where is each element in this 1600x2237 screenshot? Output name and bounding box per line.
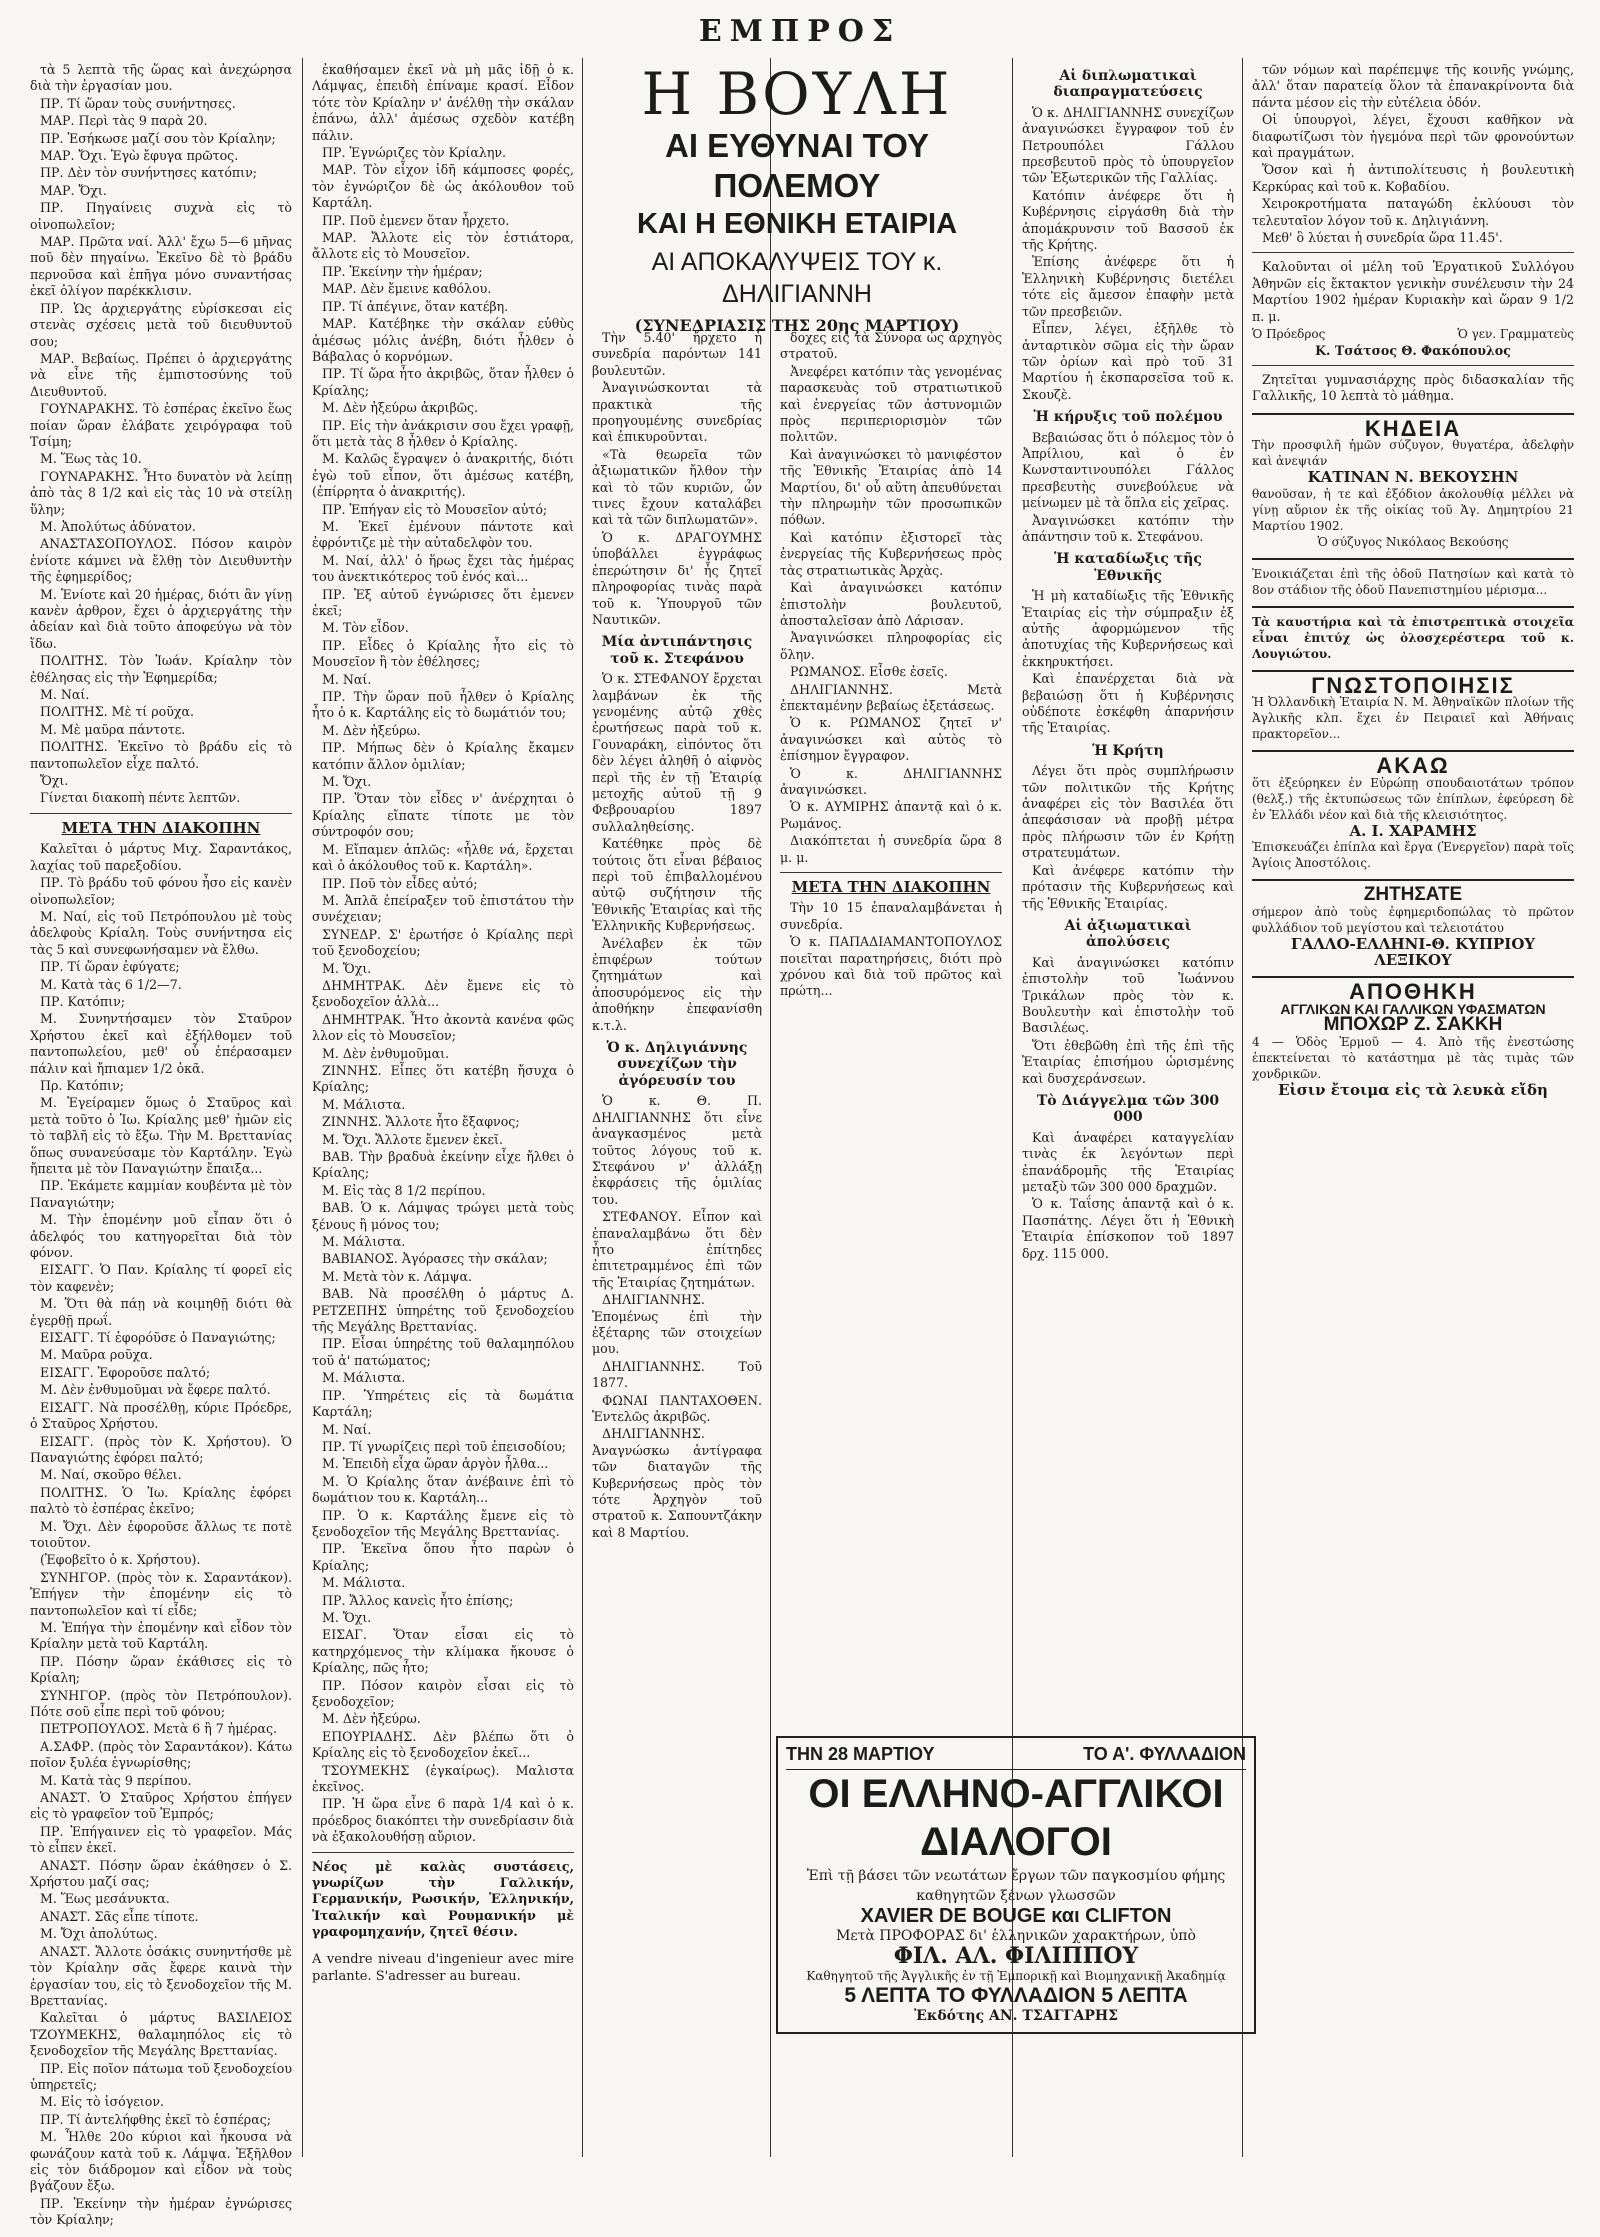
paragraph: ΠΡ. Ἐκείνην τὴν ἡμέραν;: [322, 263, 483, 279]
paragraph: ΠΡ. Εἶδες ὁ Κρίαλης ἦτο εἰς τὸ Μουσεῖον ἢ τὸν ἐθέλησες;: [312, 637, 574, 670]
funeral-text-2: θανοῦσαν, ἡ τε καὶ ἐξόδιον ἀκολουθίᾳ μέλλει νὰ γίνῃ αὔριον ἐκ τῆς οἰκίας τοῦ Ἁγ. Δημητρίου 21 Μαρτίου 1902.: [1252, 486, 1574, 533]
paragraph: ΔΗΜΗΤΡΑΚ. Δὲν ἔμενε εἰς τὸ ξενοδοχεῖον ἀλλὰ...: [312, 977, 574, 1010]
column-5-paragraphs-6: [1022, 1130, 1234, 1262]
paragraph: ἐκαθήσαμεν ἐκεῖ νὰ μὴ μᾶς ἰδῇ ὁ κ. Λάμψας, ἐπειδὴ ἐπίναμε κρασί. Εἶδον τότε τὸν Κρίαλην ν' ἀνέλθῃ τὴν σκάλαν ἐπάνω, ἀλλ' ἀμέσως σχεδὸν κατέβη πάλιν.: [312, 62, 574, 143]
paragraph: ΑΝΑΣΤ. Ὁ Σταῦρος Χρήστου ἐπήγεν εἰς τὸ γραφεῖον τοῦ Ἐμπρός;: [30, 1790, 292, 1822]
paragraph: ΕΠΟΥΡΙΑΔΗΣ. Δὲν βλέπω ὅτι ὁ Κρίαλης εἰς τὸ ξενοδοχεῖον ἐκεῖ...: [312, 1728, 574, 1761]
paragraph: τῶν νόμων καὶ παρέπεμψε τῆς κοινῆς γνώμης, ἀλλ' ὅταν παρατείᾳ ὅλον τὰ ἐπανακρίνοντα διὰ πάντα μέσον εἰς τὴν εὐτέλεια ὁδόν.: [1252, 62, 1574, 110]
paragraph: Ἡ μὴ καταδίωξις τῆς Ἐθνικῆς Ἑταιρίας εἰς τὴν σύμπραξιν ἐξ αὐτῆς ἀφορμώμενον τῆς ἀποτυχίας τῆς Κυβερνήσεως καὶ ἐκκηρυκτήσει.: [1022, 588, 1234, 669]
akao-notice: [1252, 750, 1574, 871]
masthead: ΕΜΠΡΟΣ: [698, 14, 902, 49]
announcement-notice: [1252, 670, 1574, 742]
paragraph: ΕΙΣΑΓΓ. Ἐφοροῦσε παλτό;: [40, 1364, 211, 1380]
paragraph: Καὶ ἀνέφερε κατόπιν τὴν πρότασιν τῆς Κυβερνήσεως καὶ τῆς Ἐθνικῆς Ἑταιρίας.: [1022, 862, 1234, 911]
column-5-paragraphs: [1022, 105, 1234, 403]
paragraph: ΜΑΡ. Τὸν εἶχον ἰδῆ κάμποσες φορές, τὸν ἐγνώριζον δὲ ὡς ἀκόλουθον τοῦ Καρτάλη.: [312, 162, 574, 211]
paragraph: Μ. Μαῦρα ροῦχα.: [40, 1347, 153, 1363]
paragraph: ΠΡ. Τὴν ὥραν ποῦ ἦλθεν ὁ Κρίαλης ἦτο ὁ κ. Καρτάλης εἰς τὸ δωμάτιόν του;: [312, 689, 574, 721]
paragraph: ΠΡ. Εἰς τὴν ἀνάκρισιν σου ἔχει γραφῇ, ὅτι μετὰ τὰς 8 ἦλθεν ὁ Κρίαλης.: [312, 417, 574, 449]
paragraph: ΜΑΡ. Δὲν ἔμεινε καθόλου.: [322, 281, 492, 297]
paragraph: Μ. Καλῶς ἔγραψεν ὁ ἀνακριτής, διότι ἐγὼ τοῦ εἶπον, ὅτι ἀμέσως κατέβη, (ἐπίρρητα ὁ ἀνακριτής).: [312, 451, 574, 500]
ad-authors: XAVIER DE BOUGE και CLIFTON: [860, 1905, 1172, 1927]
paragraph: Μ. Ἐκεῖ ἐμένουν πάντοτε καὶ ἐφρόντιζε μὲ τὴν αὐταδελφὸν του.: [312, 518, 574, 551]
akao-name: Α. Ι. ΧΑΡΑΜΗΣ: [1349, 821, 1477, 840]
paragraph: Μ. Ὄχι ἀπολύτως.: [40, 1926, 158, 1942]
paragraph: ΠΡ. Ἐπήγαινεν εἰς τὸ γραφεῖον. Μάς τὸ εἶπεν ἐκεῖ.: [30, 1823, 292, 1856]
subheading: Αἱ ἀξιωματικαὶ ἀπολύσεις: [1064, 917, 1192, 951]
akao-heading: ΑΚΑΩ: [1376, 753, 1450, 779]
paragraph: ΕΙΣΑΓΓ. Νὰ προσέλθῃ, κύριε Πρόεδρε, ὁ Σταῦρος Χρήστου.: [30, 1399, 292, 1432]
paragraph: ΑΝΑΣΤΑΣΟΠΟΥΛΟΣ. Πόσον καιρὸν ἐνίοτε κάμνει νὰ ἔλθῃ τὸν Διευθυντὴν τῆς ἐφημερίδος;: [30, 536, 292, 585]
section-heading: ΜΕΤΑ ΤΗΝ ΔΙΑΚΟΠΗΝ: [61, 818, 261, 837]
subheading: Μία ἀντιπάντησις τοῦ κ. Στεφάνου: [601, 634, 753, 667]
paragraph: ΔΗΛΙΓΙΑΝΝΗΣ. Ἐπομένως ἐπὶ τὴν ἐξέταρης τῶν στοιχείων μου.: [592, 1292, 762, 1357]
subheading: Τὸ Διάγγελμα τῶν 300 000: [1036, 1092, 1220, 1126]
paragraph: Καλεῖται ὁ μάρτυς ΒΑΣΙΛΕΙΟΣ ΤΖΟΥΜΕΚΗΣ, θαλαμηπόλος εἰς τὸ ξενοδοχεῖον τῆς Μεγάλης Βρεττανίας.: [30, 2010, 292, 2059]
paragraph: Καὶ ἀναγινώσκει κατόπιν ἐπιστολὴν τοῦ Ἱωάννου Τρικάλων πρὸς τὸν κ. Βουλευτὴν καὶ ἐπιστολὴν τοῦ Βασιλέως.: [1022, 954, 1234, 1036]
paragraph: ΠΡ. Ποῦ τὸν εἶδες αὐτό;: [322, 875, 478, 891]
column-rule: [770, 58, 771, 2157]
paragraph: ΓΟΥΝΑΡΑΚΗΣ. Τὸ ἑσπέρας ἐκεῖνο ἕως ποίαν ὥραν ἐλάβατε χειρόγραφα τοῦ Τσίμη;: [30, 401, 292, 449]
funeral-name: ΚΑΤΙΝΑΝ Ν. ΒΕΚΟΥΣΗΝ: [1307, 468, 1519, 487]
paragraph: ΜΑΡ. Βεβαίως. Πρέπει ὁ ἀρχιεργάτης νὰ εἶνε τῆς ἐμπιστοσύνης τοῦ Διευθυντοῦ.: [30, 350, 292, 399]
funeral-notice: [1252, 413, 1574, 550]
paragraph: ΣΥΝΗΓΟΡ. (πρὸς τὸν κ. Σαραντάκον). Ἐπήγεν τὴν ἐπομένην εἰς τὸ παντοπωλεῖον καὶ τί εἶδε;: [30, 1569, 292, 1618]
divider: [1252, 365, 1574, 366]
paragraph: ΜΑΡ. Ἄλλοτε εἰς τὸν ἑστιάτορα, ἄλλοτε εἰς τὸ Μουσεῖον.: [312, 230, 574, 262]
dictionary-heading: ΖΗΤΗΣΑΤΕ: [1363, 884, 1463, 906]
headline-date: (ΣΥΝΕΔΡΙΑΣΙΣ ΤΗΣ 20ης ΜΑΡΤΙΟΥ): [634, 316, 960, 335]
paragraph: Μ. Ναί, εἰς τοῦ Πετρόπουλου μὲ τοὺς ἀδελφοὺς Κρίαλη. Τοὺς συνήντησα εἰς τὰς 5 καὶ συνεφωνήσαμεν νὰ ἔλθω.: [30, 908, 292, 957]
ad-publisher: Ἐκδότης ΑΝ. ΤΣΑΓΓΑΡΗΣ: [914, 2008, 1118, 2024]
column-5-paragraphs-2: [1022, 430, 1234, 546]
paragraph: Μ. Δὲν ἐνθυμοῦμαι νὰ ἔφερε παλτό.: [40, 1382, 271, 1398]
paragraph: ΕΙΣΑΓ. Ὅταν εἶσαι εἰς τὸ κατηρχόμενος τὴν κλίμακα ἤκουσε ὁ Κρίαλης, πῶς ἦτο;: [312, 1627, 574, 1676]
column-5-paragraphs-4: [1022, 763, 1234, 912]
paragraph: ΠΡ. Μήπως δὲν ὁ Κρίαλης ἔκαμεν κατόπιν ἄλλον ὁμιλίαν;: [312, 740, 574, 772]
paragraph: Μ. Δὲν ἐνθυμοῦμαι.: [322, 1045, 450, 1061]
paragraph: ΔΗΛΙΓΙΑΝΝΗΣ. Τοῦ 1877.: [592, 1358, 762, 1391]
column-3: [592, 330, 762, 1717]
signature-names: Κ. Τσάτσος Θ. Φακόπουλος: [1315, 342, 1511, 358]
paragraph: ΠΡ. Δὲν τὸν συνήντησες κατόπιν;: [40, 165, 258, 181]
paragraph: ΠΡ. Πηγαίνεις συχνὰ εἰς τὸ οἰνοπωλεῖον;: [30, 200, 292, 232]
paragraph: τὰ 5 λεπτὰ τῆς ὥρας καὶ ἀνεχώρησα διὰ τὴν ἐργασίαν μου.: [30, 62, 292, 94]
paragraph: Μ. Δὲν ἠξεύρω.: [322, 722, 421, 738]
paragraph: ΠΡ. Τί ὥρα ἦτο ἀκριβῶς, ὅταν ἦλθεν ὁ Κρίαλης;: [312, 366, 574, 398]
paragraph: ΠΡ. Ὁ κ. Καρτάλης ἔμενε εἰς τὸ ξενοδοχεῖον τῆς Μεγάλης Βρεττανίας.: [312, 1507, 574, 1539]
paragraph: Ὁ κ. ΑΥΜΙΡΗΣ ἀπαντᾷ καὶ ὁ κ. Ρωμάνος.: [780, 799, 1002, 831]
paragraph: δοχες εἰς τὰ Σύνορα ὡς ἀρχηγὸς στρατοῦ.: [780, 330, 1002, 362]
paragraph: Καὶ ἐπανέρχεται διὰ νὰ βεβαιώσῃ ὅτι ἡ Κυβέρνησις οὐδέποτε ἐσκέφθη ἀπαρνήσιν τῆς Ἑταιρίας.: [1022, 671, 1234, 736]
paragraph: Μ. Μὲ μαῦρα πάντοτε.: [40, 721, 186, 737]
paragraph: Μ. Ἀπλᾶ ἐπείραξεν τοῦ ἐπιστάτου τὴν συνέχειαν;: [312, 892, 574, 925]
paragraph: Μ. Κατὰ τὰς 6 1/2—7.: [40, 976, 182, 992]
paragraph: ΠΟΛΙΤΗΣ. Τὸν Ἰωάν. Κρίαλην τὸν ἐθέλησας εἰς τὴν Ἐφημερίδα;: [30, 653, 292, 685]
paragraph: ΠΕΤΡΟΠΟΥΛΟΣ. Μετὰ 6 ἢ 7 ἡμέρας.: [40, 1721, 278, 1737]
paragraph: ΠΟΛΙΤΗΣ. Μὲ τί ροῦχα.: [40, 704, 195, 720]
paragraph: Χειροκροτήματα παταγώδη ἐκλύουσι τὸν τελευταῖον λόγον τοῦ κ. Δηλιγιάννη.: [1252, 196, 1574, 228]
paragraph: Μεθ' ὃ λύεται ἡ συνεδρία ὥρα 11.45'.: [1262, 230, 1503, 246]
paragraph: ΠΡ. Πόσην ὥραν ἐκάθισες εἰς τὸ Κρίαλη;: [30, 1653, 292, 1686]
column-rule: [302, 58, 303, 2157]
stove-text: Τὰ καυστήρια καὶ τὰ ἐπιστρεπτικὰ στοιχεῖα εἶναι ἐπιτύχ ὡς ὀλοσχερέστερα τοῦ κ. Λουγιώτου.: [1252, 614, 1574, 661]
paragraph: ΠΡ. Εἶσαι ὑπηρέτης τοῦ θαλαμηπόλου τοῦ ἀ' πατώματος;: [312, 1336, 574, 1368]
paragraph: Μ. Μάλιστα.: [322, 1370, 406, 1386]
column-6: [1252, 62, 1574, 2177]
paragraph: Μ. Τὴν ἐπομένην μοῦ εἶπαν ὅτι ὁ ἀδελφός του κατηγορεῖται διὰ τὸν φόνον.: [30, 1212, 292, 1261]
headline-sub-1: ΑΙ ΕΥΘΥΝΑΙ ΤΟΥ ΠΟΛΕΜΟΥ: [664, 127, 930, 204]
paragraph: ΒΑΒ. Νὰ προσέλθη ὁ μάρτυς Δ. ΡΕΤΖΕΠΗΣ ὑπηρέτης τοῦ ξενοδοχείου τῆς Μεγάλης Βρεττανίας.: [312, 1286, 574, 1335]
column-4-paragraphs: [780, 330, 1002, 866]
paragraph: Μ. Ἕως μεσάνυκτα.: [40, 1891, 170, 1907]
stove-notice: [1252, 606, 1574, 662]
column-5-paragraphs-5: [1022, 955, 1234, 1087]
funeral-signature: Ὁ σύζυγος Νικόλαος Βεκούσης: [1317, 534, 1509, 549]
dictionary-notice: [1252, 879, 1574, 968]
paragraph: Μ. Εἰς τὰς 8 1/2 περίπου.: [322, 1182, 486, 1198]
ad-title: ΟΙ ΕΛΛΗΝΟ-ΑΓΓΛΙΚΟΙ ΔΙΑΛΟΓΟΙ: [808, 1772, 1224, 1864]
paragraph: ΠΡ. Τί ὥραν ἐφύγατε;: [40, 959, 180, 975]
paragraph: Μ. Ὄχι. Ἄλλοτε ἔμενεν ἐκεῖ.: [322, 1131, 503, 1147]
paragraph: Μ. Ἕως τὰς 10.: [40, 451, 142, 467]
paragraph: ΠΡ. Τί γνωρίζεις περὶ τοῦ ἐπεισοδίου;: [322, 1438, 566, 1454]
paragraph: Μ. Ἐπειδὴ εἶχα ὥραν ἀργὸν ἦλθα...: [322, 1456, 549, 1472]
paragraph: Μ. Ὄχι.: [322, 960, 372, 976]
warehouse-text: 4 — Ὁδὸς Ἐρμοῦ — 4. Ἀπὸ τῆς ἐνεστώσης ἐπεκτείνεται τὸ κατάστημα μὲ τὰς τιμὰς τῶν χονδρικῶν.: [1252, 1034, 1574, 1081]
dialogues-advertisement: [776, 1736, 1256, 2034]
union-notice: Καλοῦνται οἱ μέλη τοῦ Ἑργατικοῦ Συλλόγου Ἀθηνῶν εἰς ἔκτακτον γενικὴν συνέλευσιν τὴν 24 Μαρτίου 1902 ἡμέραν Κυριακὴν καὶ ὥραν 9 1/2 π. μ.: [1252, 259, 1574, 324]
rental-text: Ἐνοικιάζεται ἐπὶ τῆς ὁδοῦ Πατησίων καὶ κατὰ τὸ 8ον στάδιον τῆς ὁδοῦ Πανεπιστημίου μέρισμα...: [1252, 566, 1574, 597]
paragraph: ΕΙΣΑΓΓ. Τί ἐφορόῦσε ὁ Παναγιώτης;: [40, 1330, 276, 1346]
paragraph: Ὁ κ. ΔΡΑΓΟΥΜΗΣ ὑποβάλλει ἐγγράφως ἐπερώτησιν δι' ἧς ζητεῖ πληροφορίας τινὰς παρὰ τοῦ κ. Ὑπουργοῦ τῶν Ναυτικῶν.: [592, 529, 762, 627]
warehouse-footer: Εἰσιν ἔτοιμα εἰς τὰ λευκὰ εἴδη: [1278, 1080, 1548, 1099]
paragraph: Λέγει ὅτι πρὸς συμπλήρωσιν τῶν πολιτικῶν τῆς Κρήτης ἀναφέρει εἰς τὸν Βασιλέα ὅτι ἀπεφάσισαν νὰ προβῇ μέτρα πρὸς πλήρωσιν τῶν ἐν Κρήτῃ στρατευμάτων.: [1022, 763, 1234, 861]
funeral-text-1: Τὴν προσφιλῆ ἡμῶν σύζυγον, θυγατέρα, ἀδελφὴν καὶ ἀνεψιάν: [1252, 438, 1574, 469]
paragraph: Μ. Ὄχι.: [322, 774, 372, 790]
paragraph: Ὁ κ. Ταΐσης ἀπαντᾷ καὶ ὁ κ. Πασπάτης. Λέγει ὅτι ἡ Ἐθνικὴ Ἑταιρία ἐπίσκοπον τοῦ 1897 δρχ. 115 000.: [1022, 1196, 1234, 1261]
divider: [30, 813, 292, 814]
subheading: Ἡ καταδίωξις τῆς Ἐθνικῆς: [1054, 551, 1202, 584]
subheading: Ὁ κ. Δηλιγιάννης συνεχίζων τὴν ἀγόρευσίν του: [606, 1040, 748, 1089]
paragraph: ΕΙΣΑΓΓ. (πρὸς τὸν Κ. Χρήστου). Ὁ Παναγιώτης ἐφόρει παλτό;: [30, 1433, 292, 1465]
paragraph: ΠΡ. Ὅταν τὸν εἶδες ν' ἀνέρχηται ὁ Κρίαλης εἴπατε τίποτε με τὸν σύντροφόν σου;: [312, 791, 574, 840]
paragraph: ΠΟΛΙΤΗΣ. Ἐκεῖνο τὸ βράδυ εἰς τὸ παντοπωλεῖον εἶχε παλτό.: [30, 739, 292, 771]
paragraph: Μ. Ναί.: [40, 687, 90, 703]
paragraph: ΠΡ. Ἐκεῖνα ὅπου ἦτο παρὼν ὁ Κρίαλης;: [312, 1541, 574, 1573]
paragraph: Μ. Ὄχι. Δὲν ἐφοροῦσε ἄλλως τε ποτὲ τοιοῦτον.: [30, 1518, 292, 1550]
paragraph: Ὁ κ. ΔΗΛΙΓΙΑΝΝΗΣ ἀναγινώσκει.: [780, 765, 1002, 797]
paragraph: Ἐπίσης ἀνέφερε ὅτι ἡ Ἑλληνικὴ Κυβέρνησις διετέλει τότε εἰς ἄμεσον ἐπαφὴν μετὰ τῶν πρεσβειῶν.: [1022, 254, 1234, 319]
paragraph: ΠΡ. Ἐκείνην τὴν ἡμέραν ἐγνώρισες τὸν Κρίαλην;: [30, 2195, 292, 2228]
paragraph: Καλεῖται ὁ μάρτυς Μιχ. Σαραντάκος, λαχίας τοῦ παρεξοδίου.: [30, 841, 292, 873]
rental-notice: [1252, 558, 1574, 598]
paragraph: Κατέθηκε πρὸς δὲ τούτοις ὅτι εἶναι βέβαιος περὶ τοῦ ἐπιβαλλομένου αὐτῷ συζήτησιν τῆς Ἐθνικῆς Ἐταιρίας καὶ τῆς Ἑλληνικῆς Κυβερνήσεως.: [592, 836, 762, 934]
paragraph: ΠΡ. Ἐσήκωσε μαζί σου τὸν Κρίαλην;: [40, 130, 276, 146]
paragraph: ΑΝΑΣΤ. Πόσην ὥραν ἐκάθησεν ὁ Σ. Χρήστου μαζί σας;: [30, 1857, 292, 1890]
announcement-text: Ἡ Ὀλλανδικὴ Ἐταιρία Ν. Μ. Ἀθηναϊκῶν πλοίων τῆς Ἀγλικῆς κλπ. ἔχει ἐν Πειραιεῖ καὶ Ἀθήναις πρακτορεῖον...: [1252, 695, 1574, 742]
teacher-notice: Ζητεῖται γυμνασιάρχης πρὸς διδασκαλίαν τῆς Γαλλικῆς, 10 λεπτὰ τὸ μάθημα.: [1252, 371, 1574, 404]
headline-sub-3: ΑΙ ΑΠΟΚΑΛΥΨΕΙΣ ΤΟΥ κ. ΔΗΛΙΓΙΑΝΝΗ: [651, 248, 943, 308]
ad-price: 5 ΛΕΠΤΑ ΤΟ ΦΥΛΛΑΔΙΟΝ 5 ΛΕΠΤΑ: [844, 1984, 1188, 2007]
signature-title-left: Ὁ Πρόεδρος: [1252, 327, 1326, 342]
paragraph: ΜΑΡ. Ὄχι. Ἐγὼ ἔφυγα πρῶτος.: [40, 148, 239, 164]
paragraph: ΜΑΡ. Κατέβηκε τὴν σκάλαν εὐθὺς ἀμέσως μόλις ἀνέβη, διότι ἦλθεν ὁ Βάβαλας ὁ κορνόμων.: [312, 316, 574, 364]
ad-issue: ΤΟ Α'. ΦΥΛΛΑΔΙΟΝ: [1083, 1744, 1246, 1764]
paragraph: ΠΡ. Ποῦ ἐμενεν ὅταν ἦρχετο.: [322, 212, 510, 228]
funeral-heading: ΚΗΔΕΙΑ: [1364, 415, 1462, 441]
paragraph: «Τὰ θεωρεῖα τῶν ἀξιωματικῶν ἤλθον τὴν καὶ τὸ τῶν κυριῶν, ὧν τινες ἔχουν καταλάβει καὶ τὰ τῶν διπλωματῶν».: [592, 446, 762, 528]
ad-line-2: Μετὰ ΠΡΟΦΟΡΑΣ δι' ἑλληνικῶν χαρακτήρων, ὑπὸ: [836, 1928, 1196, 1944]
paragraph: Πρ. Κατόπιν;: [40, 1077, 124, 1093]
paragraph: Μ. Ἐγείραμεν ὅμως ὁ Σταῦρος καὶ μετὰ τοῦτο ὁ Ἰω. Κρίαλης μεθ' ἡμῶν εἰς τὸ ταβλῆ εἰς τὸ ἔξω. Τὴν Μ. Βρεττανίας ὅπως συνανεύσαμε τὸν Καρτάλην. Ἐγὼ ἤπειτα μὲ τὸν Παναγιώτην ἔπαιξα...: [30, 1095, 292, 1176]
column-4-paragraphs-2: [780, 900, 1002, 999]
column-3-paragraphs-2: [592, 671, 762, 1034]
paragraph: ΠΡ. Ἡ ὥρα εἶνε 6 παρὰ 1/4 καὶ ὁ κ. πρόεδρος διακόπτει τὴν συνεδρίασιν διὰ νὰ ἐξακολουθήσῃ αὔριον.: [312, 1796, 574, 1845]
ad-date: ΤΗΝ 28 ΜΑΡΤΙΟΥ: [786, 1744, 935, 1764]
paragraph: ΕΙΣΑΓΓ. Ὁ Παν. Κρίαλης τί φορεῖ εἰς τὸν καφενὲν;: [30, 1262, 292, 1294]
paragraph: Ἀνέλαβεν ἐκ τῶν ἐπιφέρων τούτων ζητημάτων καὶ ἀποσυρόμενος εἰς τὴν ἀποθήκην ἐπεφανίσθη κ.τ.λ.: [592, 935, 762, 1033]
divider: [780, 872, 1002, 873]
paragraph: ΣΥΝΗΓΟΡ. (πρὸς τὸν Πετρόπουλον). Πότε σοῦ εἶπε περὶ τοῦ φόνου;: [30, 1687, 292, 1719]
paragraph: ΒΑΒ. Τὴν βραδυὰ ἐκείνην εἶχε ἤλθει ὁ Κρίαλης;: [312, 1149, 574, 1181]
column-rule: [582, 58, 583, 2157]
dictionary-text: σήμερον ἀπὸ τοὺς ἐφημεριδοπώλας τὸ πρῶτον φυλλάδιον τοῦ μεγίστου καὶ τελειοτάτου: [1252, 904, 1574, 935]
ad-editor: ΦΙΛ. ΑΛ. ΦΙΛΙΠΠΟΥ: [893, 1943, 1139, 1969]
paragraph: ΣΥΝΕΔΡ. Σ' ἐρωτήσε ὁ Κρίαλης περὶ τοῦ ξενοδοχείου;: [312, 926, 574, 959]
paragraph: Μ. Δὲν ἠξεύρω ἀκριβῶς.: [322, 400, 479, 416]
paragraph: ΣΤΕΦΑΝΟΥ. Εἶπον καὶ ἐπαναλαμβάνω ὅτι δὲν ἦτο ἐπίτηδες ἐπιτετραμμένος ἐπὶ τῶν τῆς Ἑταιρίας ζητημάτων.: [592, 1209, 762, 1290]
subheading: Ἡ Κρήτη: [1092, 742, 1164, 759]
column-3-paragraphs: [592, 330, 762, 628]
paragraph: Μ. Ναί.: [322, 671, 372, 687]
paragraph: (Ἐφοβεῖτο ὁ κ. Χρήστου).: [40, 1552, 201, 1568]
paragraph: Ἀνεφέρει κατόπιν τὰς γενομένας παρασκευὰς τοῦ στρατιωτικοῦ καὶ ἐνεργείας τῶν ἀστυνομιῶν πρὸς περιπεριορισμὸν τῶν πολιτῶν.: [780, 363, 1002, 445]
paragraph: Μ. Εἰς τὸ ἰσόγειον.: [40, 2094, 164, 2110]
column-1-paragraphs-2: [30, 841, 292, 2228]
column-2: [312, 62, 574, 2177]
paragraph: ΠΡ. Ἐγνώριζες τὸν Κρίαλην.: [322, 145, 507, 161]
column-1: [30, 62, 292, 2228]
paragraph: ΖΙΝΝΗΣ. Εἶπες ὅτι κατέβη ἤσυχα ὁ Κρίαλης;: [312, 1062, 574, 1095]
paragraph: Καὶ ἀναφέρει καταγγελίαν τινὰς ἐκ λεγόντων περὶ ἐπανάδρομῆς τῆς Ἑταιρίας μεταξὺ τῶν 300 000 δραχμῶν.: [1022, 1129, 1234, 1194]
paragraph: ΜΑΡ. Πρῶτα ναί. Ἀλλ' ἔχω 5—6 μῆνας ποῦ δὲν πηγαίνω. Ἐκεῖνο δὲ τὸ βράδυ περνοῦσα καὶ ἐπῆγα μόνο συναντήσας ἐκεῖ ὀλίγον παρέκκλισιν.: [30, 234, 292, 299]
paragraph: ΖΙΝΝΗΣ. Ἄλλοτε ἦτο ἔξαφνος;: [322, 1114, 520, 1130]
paragraph: Βεβαιώσας ὅτι ὁ πόλεμος τὸν ὁ Ἀπρίλιου, καὶ ὁ ἐν Κωνσταντινουπόλει Γάλλος πρεσβευτὴς συνεβούλευε νὰ μείνωμεν μὲ τὰ ὅπλα εἰς χεῖρας.: [1022, 429, 1234, 511]
paragraph: Τὴν 5.40' ἤρχετο ἡ συνεδρία παρόντων 141 βουλευτῶν.: [592, 330, 762, 378]
paragraph: Μ. Ἐνίοτε καὶ 20 ἡμέρας, διότι ἂν γίνῃ κανὲν ἀρθρον, ἔχει ὁ ἀρχιεργάτης τὴν ἀδείαν καὶ διὰ τοῦτο ἀποφεύγω νὰ τὸν ἴδω.: [30, 586, 292, 651]
paragraph: Ὅτι ἐθεβῶθη ἐπὶ τῆς ἐπὶ τῆς Ἑταιρίας ἐπισήμου ὡρισμένης καὶ δυσχεράνσεων.: [1022, 1037, 1234, 1086]
paragraph: Μ. Ὁ Κρίαλης ὅταν ἀνέβαινε ἐπὶ τὸ δωμάτιον του κ. Καρτάλη...: [312, 1473, 574, 1506]
akao-text-2: Ἐπισκευάζει ἐπίπλα καὶ ἔργα (Ἐνεργεῖον) παρὰ τοῖς Ἁγίοις Ἀποστόλοις.: [1252, 840, 1574, 871]
paragraph: Μ. Ναί, ἀλλ' ὁ ἥρως ἔχει τὰς ἡμέρας του ἀνεκτικότερος τοῦ ἐνός καὶ...: [312, 552, 574, 585]
paragraph: ΠΡ. Εἰς ποῖον πάτωμα τοῦ ξενοδοχείου ὑπηρετεῖς;: [30, 2060, 292, 2092]
paragraph: ΒΑΒΙΑΝΟΣ. Ἀγόρασες τὴν σκάλαν;: [322, 1251, 548, 1267]
paragraph: Καὶ κατόπιν ἐξιστορεῖ τὰς ἐνεργείας τῆς Κυβερνήσεως πρὸς τὰς στρατιωτικὰς Ἀρχὰς.: [780, 529, 1002, 578]
paragraph: ΦΩΝΑΙ ΠΑΝΤΑΧΟΘΕΝ. Ἐντελῶς ἀκριβῶς.: [592, 1392, 762, 1424]
paragraph: Μ. Ἀπολύτως ἀδύνατον.: [40, 518, 196, 534]
akao-text: ὅτι ἐξεύρηκεν ἐν Εὐρώπῃ σπουδαιοτάτων τρόπον (θελξ.) τῆς ἐκτυπώσεως τῶν ἐπίπλων, ἐφεύρεση δὲ ἐν Ἑλλάδι νέον καὶ διὰ τῆς κλεισιότητος.: [1252, 775, 1574, 822]
paragraph: Μ. Ναί.: [322, 1421, 372, 1437]
paragraph: Μ. Τὸν εἶδον.: [322, 620, 409, 636]
subheading: Ἡ κήρυξις τοῦ πολέμου: [1033, 409, 1223, 426]
paragraph: ΓΟΥΝΑΡΑΚΗΣ. Ἦτο δυνατὸν νὰ λείπῃ ἀπὸ τὰς 8 1/2 καὶ εἰς τὰς 10 νὰ στείλῃ ὕλην;: [30, 468, 292, 517]
signature-title-right: Ὁ γεν. Γραμματεὺς: [1457, 327, 1574, 342]
paragraph: ΔΗΛΙΓΙΑΝΝΗΣ. Μετὰ ἐπεκταμένην βεβαίως ἐξετάσεως.: [780, 681, 1002, 713]
paragraph: ΠΡ. Πόσον καιρὸν εἶσαι εἰς τὸ ξενοδοχεῖον;: [312, 1677, 574, 1709]
paragraph: Μ. Ὅτι θὰ πάῃ νὰ κοιμηθῇ διότι θὰ ἐγερθῇ πρωΐ.: [30, 1296, 292, 1328]
divider: [312, 1852, 574, 1853]
column-1-paragraphs: [30, 62, 292, 807]
column-5-paragraphs-3: [1022, 588, 1234, 737]
warehouse-heading: ΑΠΟΘΗΚΗ: [1349, 979, 1477, 1005]
job-notice: Νέος μὲ καλὰς συστάσεις, γνωρίζων τὴν Γαλλικήν, Γερμανικήν, Ρωσικήν, Ἑλληνικήν, Ἰταλικήν καὶ Ρουμανικήν μὲ γραφομηχανήν, ζητεῖ θέσιν.: [312, 1858, 574, 1940]
french-notice: A vendre niveau d'ingenieur avec mire parlante. S'adresser au bureau.: [312, 1951, 574, 1984]
section-heading: ΜΕΤΑ ΤΗΝ ΔΙΑΚΟΠΗΝ: [791, 878, 991, 896]
paragraph: Ὁ κ. ΣΤΕΦΑΝΟΥ ἔρχεται λαμβάνων ἐκ τῆς γενομένης αὐτῷ χθὲς ἐρωτήσεως παρὰ τοῦ κ. Γουναράκη, εἰπόντος ὅτι δὲν λέγει ἀληθῆ ὁ αἰφνὸς περὶ τῆς ἐν τῇ Ἐταιρίᾳ μετοχῆς αὐτοῦ τῇ 9 Φεβρουαρίου 1897 συλλαληθείσης.: [592, 671, 762, 834]
paragraph: Ὁ κ. ΔΗΛΙΓΙΑΝΝΗΣ συνεχίζων ἀναγινώσκει ἔγγραφον τοῦ ἐν Πετρουπόλει Γάλλου πρεσβευτοῦ πρὸς τὸ ὑπουργεῖον τῶν Ἐξωτερικῶν τῆς Γαλλίας.: [1022, 104, 1234, 186]
paragraph: Τὴν 10 15 ἐπαναλαμβάνεται ἡ συνεδρία.: [780, 900, 1002, 932]
paragraph: Οἱ ὑπουργοὶ, λέγει, ἔχουσι καθῆκον νὰ διαφωτίζωσι τὸν ἡγεμόνα περὶ τῶν φρονούντων καὶ πραγμάτων.: [1252, 112, 1574, 161]
paragraph: Καὶ ἀναγινώσκει κατόπιν ἐπιστολὴν βουλευτοῦ, ἀποσταλεῖσαν ἀπὸ Λάρισαν.: [780, 580, 1002, 628]
paragraph: Μ. Μάλιστα.: [322, 1575, 406, 1591]
paragraph: ΠΡ. Ὡς ἀρχιεργάτης εὑρίσκεσαι εἰς στενὰς σχέσεις μετὰ τοῦ διευθυντοῦ σου;: [30, 300, 292, 349]
subheading: Αἱ διπλωματικαὶ διαπραγματεύσεις: [1053, 68, 1203, 101]
paragraph: Μ. Κατὰ τὰς 9 περίπου.: [40, 1772, 192, 1788]
paragraph: ΔΗΜΗΤΡΑΚ. Ἦτο ἀκοντὰ κανένα φῶς λλον εἰς τὸ Μουσεῖον;: [312, 1011, 574, 1044]
paragraph: Μ. Ἦλθε 20ο κύριοι καὶ ἦκουσα νὰ φωνάζουν κατὰ τοῦ κ. Λάμψα. Ἐξῆλθον εἰς τὸν διάδρομον καὶ εἶδον νὰ τοὺς βγάζουν ἔξω.: [30, 2129, 292, 2194]
paragraph: Μ. Ναί, σκοῦρο θέλει.: [40, 1467, 182, 1483]
paragraph: Καὶ ἀναγινώσκει τὸ μανιφέστον τῆς Ἐθνικῆς Ἑταιρίας ἀπὸ 14 Μαρτίου, δι' οὗ αὕτη ἀπευθύνεται τὴν πληρωμὴν τῶν προσωπικῶν πόθων.: [780, 446, 1002, 528]
paragraph: ΜΑΡ. Ὄχι.: [40, 182, 107, 198]
warehouse-name: ΜΠΟΧΩΡ Ζ. ΣΑΚΚΗ: [1323, 1014, 1503, 1036]
column-4: [780, 330, 1002, 1717]
dictionary-name: ΓΑΛΛΟ-ΕΛΛΗΝΙ-Θ. ΚΥΠΡΙΟΥ ΛΕΞΙΚΟΥ: [1290, 934, 1536, 969]
paragraph: ΜΑΡ. Περὶ τὰς 9 παρὰ 20.: [40, 113, 208, 129]
divider: [1252, 252, 1574, 253]
paragraph: Ὁ κ. ΡΩΜΑΝΟΣ ζητεῖ ν' ἀναγινώσκει καὶ αὐτὸς τὸ ἐπίσημον ἔγγραφον.: [780, 715, 1002, 764]
paragraph: ΔΗΛΙΓΙΑΝΝΗΣ. Ἀναγνώσκω ἀντίγραφα τῶν διαταγῶν τῆς Κυβερνήσεως πρὸς τὸν τότε Ἀρχηγὸν τοῦ στρατοῦ κ. Σαπουντζάκην καὶ 8 Μαρτίου.: [592, 1426, 762, 1540]
paragraph: ΤΣΟΥΜΕΚΗΣ (ἐγκαίρως). Μαλιστα ἐκεῖνος.: [312, 1762, 574, 1795]
paragraph: ΠΡ. Ὑπηρέτεις εἰς τὰ δωμάτια Καρτάλη;: [312, 1387, 574, 1420]
paragraph: Ἀναγινώσκονται τὰ πρακτικὰ τῆς προηγουμένης συνεδρίας καὶ ἐπικυροῦνται.: [592, 380, 762, 445]
paragraph: Μ. Συνηντήσαμεν τὸν Σταῦρον Χρήστου ἐκεῖ καὶ ἐξήλθομεν τοῦ παντοπωλείου, μεθ' οὗ ἐπέρασαμεν πάλιν καὶ ἤπιαμεν 1/2 ὀκᾶ.: [30, 1011, 292, 1076]
paragraph: Μ. Ὄχι.: [322, 1609, 372, 1625]
paragraph: ΠΡ. Τί ἀντελήφθης ἐκεῖ τὸ ἑσπέρας;: [40, 2111, 271, 2127]
paragraph: ΠΡ. Ἐκάμετε καμμίαν κουβέντα μὲ τὸν Παναγιώτην;: [30, 1178, 292, 1210]
paragraph: Ὅσον καὶ ἡ ἀντιπολίτευσις ἡ βουλευτικὴ Κερκύρας καὶ τοῦ κ. Κοβαδίου.: [1252, 162, 1574, 194]
paragraph: ΑΝΑΣΤ. Ἄλλοτε ὁσάκις συνηντήσθε μὲ τὸν Κρίαλην σᾶς ἔφερε καινὰ τὴν ἐργασίαν του, εἰς τὸ ξενοδοχεῖον τῆς Μ. Βρεττανίας.: [30, 1943, 292, 2008]
paragraph: Ἀναγινώσκει κατόπιν τὴν ἀπάντησιν τοῦ κ. Στεφάνου.: [1022, 512, 1234, 544]
paragraph: Κατόπιν ἀνέφερε ὅτι ἡ Κυβέρνησις εἰργάσθη διὰ τὴν ἀπομάκρυνσιν τοῦ Βασσοῦ ἐκ τῆς Κρήτης.: [1022, 187, 1234, 253]
headline-sub-2: ΚΑΙ Η ΕΘΝΙΚΗ ΕΤΑΙΡΙΑ: [636, 208, 958, 240]
headline-main: Η ΒΟΥΛΗ: [641, 60, 953, 128]
ad-header: [786, 1744, 1246, 1770]
ad-line-3: Καθηγητοῦ τῆς Ἀγγλικῆς ἐν τῇ Ἐμπορικῇ καὶ Βιομηχανικῇ Ἀκαδημίᾳ: [806, 1969, 1226, 1983]
paragraph: Ὄχι.: [40, 773, 69, 789]
column-5: [1022, 62, 1234, 1717]
signatures-titles: [1252, 326, 1574, 342]
paragraph: ΡΩΜΑΝΟΣ. Εἶσθε ἐσεῖς.: [790, 664, 948, 680]
column-3-paragraphs-3: [592, 1093, 762, 1541]
warehouse-notice: [1252, 976, 1574, 1098]
paragraph: Γίνεται διακοπὴ πέντε λεπτῶν.: [40, 790, 241, 806]
column-6-paragraphs: [1252, 62, 1574, 246]
paragraph: Ὁ κ. Θ. Π. ΔΗΛΙΓΙΑΝΝΗΣ ὅτι εἶνε ἀναγκασμένος μετὰ τοῦτος λόγους τοῦ κ. Στεφάνου ν' ἀλλάξῃ ἐκφράσεις τῆς ὁμιλίας του.: [592, 1093, 762, 1207]
paragraph: ΠΡ. Τὸ βράδυ τοῦ φόνου ἦσο εἰς κανὲν οἰνοπωλεῖον;: [30, 875, 292, 907]
paragraph: ΠΡ. Ἐξ αὐτοῦ ἐγνώρισες ὅτι ἐμενεν ἐκεῖ;: [312, 586, 574, 618]
paragraph: ΠΡ. Ἄλλος κανεὶς ἦτο ἐπίσης;: [322, 1592, 514, 1608]
paragraph: Ὁ κ. ΠΑΠΑΔΙΑΜΑΝΤΟΠΟΥΛΟΣ ποιεῖται παρατηρήσεις, διότι πρὸ χρόνου καὶ διὰ τοῦ πρῶτος καὶ πρώτη...: [780, 934, 1002, 999]
paragraph: Μ. Μάλιστα.: [322, 1096, 406, 1112]
paragraph: ΠΟΛΙΤΗΣ. Ὁ Ἰω. Κρίαλης ἐφόρει παλτὸ τὸ ἑσπέρας ἐκεῖνο;: [30, 1484, 292, 1517]
paragraph: Διακόπτεται ἡ συνεδρία ὥρα 8 μ. μ.: [780, 833, 1002, 865]
paragraph: Μ. Εἴπαμεν ἁπλῶς: «ἦλθε νά, ἔρχεται καὶ ὁ ἀκόλουθος τοῦ κ. Καρτάλη».: [312, 841, 574, 874]
paragraph: Μ. Ἐπήγα τὴν ἐπομένην καὶ εἶδον τὸν Κρίαλην μετὰ τοῦ Καρτάλη.: [30, 1619, 292, 1652]
paragraph: Ἀναγινώσκει πληροφορίας εἰς ὅλην.: [780, 630, 1002, 662]
paragraph: ΠΡ. Κατόπιν;: [40, 993, 126, 1009]
paragraph: ΒΑΒ. Ὁ κ. Λάμψας τρώγει μετὰ τοὺς ξένους ἢ μόνος του;: [312, 1200, 574, 1232]
paragraph: ΠΡ. Ἐπήγαν εἰς τὸ Μουσεῖον αὐτό;: [322, 501, 548, 517]
paragraph: Εἶπεν, λέγει, ἐξῆλθε τὸ ἀνταρτικὸν σῶμα εἰς τὴν ὥραν τῶν ὁρίων καὶ πρὸ τοῦ 31 Μαρτίου ἡ ἐκσπαρσεῖσα τοῦ κ. Σκουζὲ.: [1022, 321, 1234, 402]
ad-line-1: Ἐπὶ τῇ βάσει τῶν νεωτάτων ἔργων τῶν παγκοσμίου φήμης καθηγητῶν ξένων γλωσσῶν: [806, 1868, 1226, 1904]
paragraph: ΠΡ. Τί ἀπέγινε, ὅταν κατέβη.: [322, 298, 509, 314]
announcement-heading: ΓΝΩΣΤΟΠΟΙΗΣΙΣ: [1311, 672, 1515, 698]
paragraph: Μ. Μάλιστα.: [322, 1234, 406, 1250]
paragraph: Α.ΣΑΦΡ. (πρὸς τὸν Σαραντάκον). Κάτω ποῖον ξυλέα ἐγνωρίσθης;: [30, 1738, 292, 1771]
column-2-paragraphs: [312, 62, 574, 1846]
warehouse-subheading: ΑΓΓΛΙΚΩΝ ΚΑΙ ΓΑΛΛΙΚΩΝ ΥΦΑΣΜΑΤΩΝ: [1280, 1000, 1546, 1017]
paragraph: Μ. Δὲν ἠξεύρω.: [322, 1711, 421, 1727]
paragraph: Μ. Μετὰ τὸν κ. Λάμψα.: [322, 1268, 473, 1284]
headline-block: [592, 62, 1002, 343]
paragraph: ΑΝΑΣΤ. Σᾶς εἶπε τίποτε.: [40, 1908, 199, 1924]
paragraph: ΠΡ. Τί ὥραν τοὺς συνήντησες.: [40, 95, 236, 111]
